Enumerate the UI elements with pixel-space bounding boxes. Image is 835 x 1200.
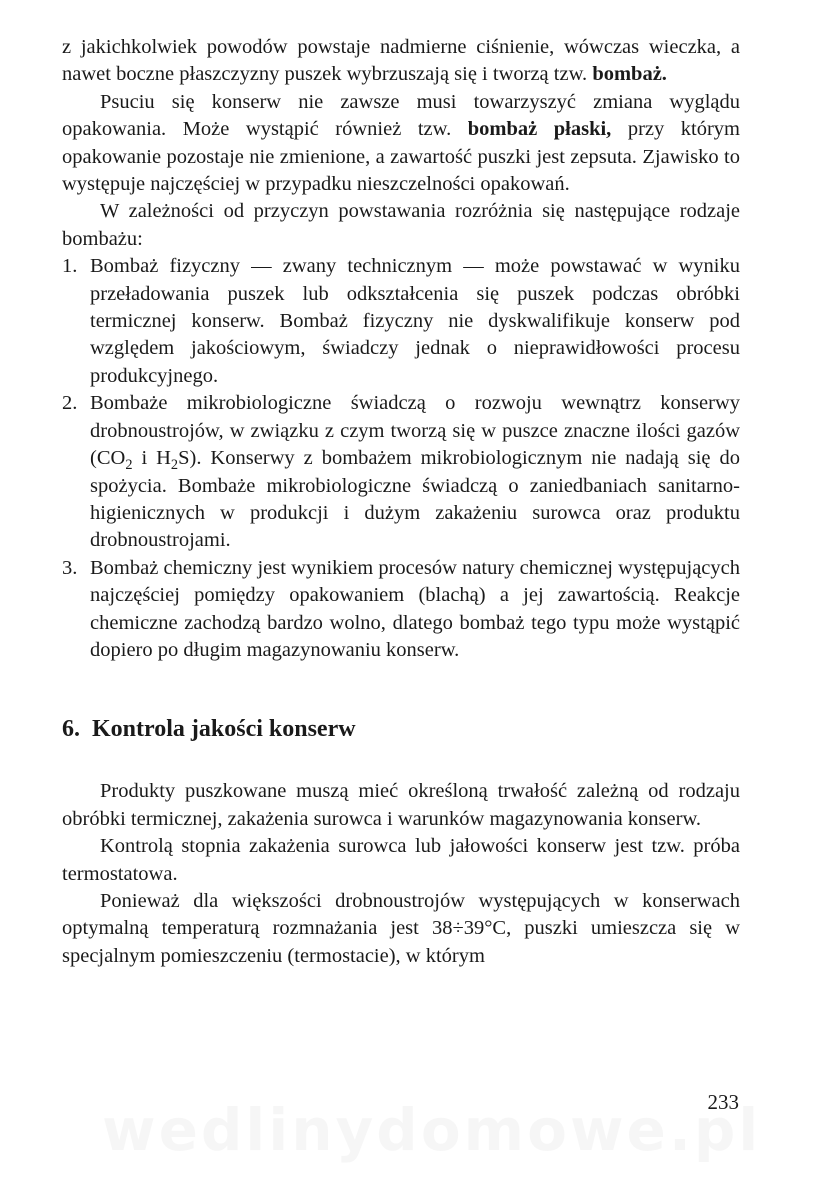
list-text-part: i H <box>132 447 171 470</box>
list-item <box>62 253 740 390</box>
list-item <box>62 390 740 554</box>
list-text <box>90 392 740 551</box>
paragraph-text: z jakichkolwiek powodów powstaje nadmierne ciśnienie, wówczas wieczka, a nawet boczne płaszczyzny puszek wybrzuszają się i tworzą tzw. <box>62 36 740 86</box>
list-text: Bombaż chemiczny jest wynikiem procesów natury chemicznej występujących najczęściej pomiędzy opakowaniem (blachą) a jej zawartością. Reakcje chemiczne zachodzą bardzo wolno, dlatego bombaż tego typu może wystąpić dopiero po długim magazynowaniu konserw. <box>90 556 740 661</box>
paragraph-6: Ponieważ dla większości drobnoustrojów występujących w konserwach optymalną temperaturą rozmnażania jest 38÷39°C, puszki umieszcza się w specjalnym pomieszczeniu (termostacie), w którym <box>62 889 740 967</box>
list-item <box>62 555 740 665</box>
page-number: 233 <box>707 1090 739 1114</box>
list-text-part: S). Konserwy z bombażem mikrobiologicznym nie nadają się do spożycia. Bombaże mikrobiologiczne świadczą o zaniedbaniach sanitarno-higienicznych w produkcji i dużym zakażeniu surowca oraz produktu drobnoustrojami. <box>90 447 740 552</box>
paragraph-1 <box>62 34 740 89</box>
list-text: Bombaż fizyczny — zwany technicznym — może powstawać w wyniku przeładowania puszek lub odkształcenia się puszek podczas obróbki termicznej konserw. Bombaż fizyczny nie dyskwalifikuje konserw pod względem jakościowym, świadczy jednak o nieprawidłowości procesu produkcyjnego. <box>90 255 740 387</box>
section-title: Kontrola jakości konserw <box>92 716 356 743</box>
paragraph-text: przy którym opakowanie pozostaje nie zmienione, a zawartość puszki jest zepsuta. Zjawisko to występuje najczęściej w przypadku nieszczelności opakowań. <box>62 118 740 196</box>
subscript: 2 <box>125 457 133 474</box>
paragraph-text: Psuciu się konserw nie zawsze musi towarzyszyć zmiana wyglądu opakowania. Może wystąpić również tzw. <box>62 90 740 141</box>
bold-term: bombaż. <box>592 63 667 86</box>
page-body <box>62 34 740 970</box>
bombaz-types-list <box>62 253 740 664</box>
section-number: 6. <box>62 716 80 743</box>
paragraph-4: Produkty puszkowane muszą mieć określoną trwałość zależną od rodzaju obróbki termicznej, zakażenia surowca i warunków magazynowania konserw. <box>62 780 740 830</box>
paragraph-3: W zależności od przyczyn powstawania rozróżnia się następujące rodzaje bombażu: <box>62 200 740 250</box>
list-number: 1. <box>62 255 78 278</box>
paragraph-2 <box>62 89 740 199</box>
subscript: 2 <box>170 457 179 474</box>
section-heading <box>62 714 740 744</box>
watermark <box>102 1096 742 1164</box>
list-number: 3. <box>62 556 78 579</box>
paragraph-5: Kontrolą stopnia zakażenia surowca lub jałowości konserw jest tzw. próba termostatowa. <box>62 835 740 885</box>
bold-term: bombaż płaski, <box>467 118 612 141</box>
list-text-part: Bombaże mikrobiologiczne świadczą o rozwoju wewnątrz konserwy drobnoustrojów, w związku z czym tworzą się w puszce znaczne ilości gazów (CO <box>90 392 740 470</box>
list-number: 2. <box>62 392 78 415</box>
